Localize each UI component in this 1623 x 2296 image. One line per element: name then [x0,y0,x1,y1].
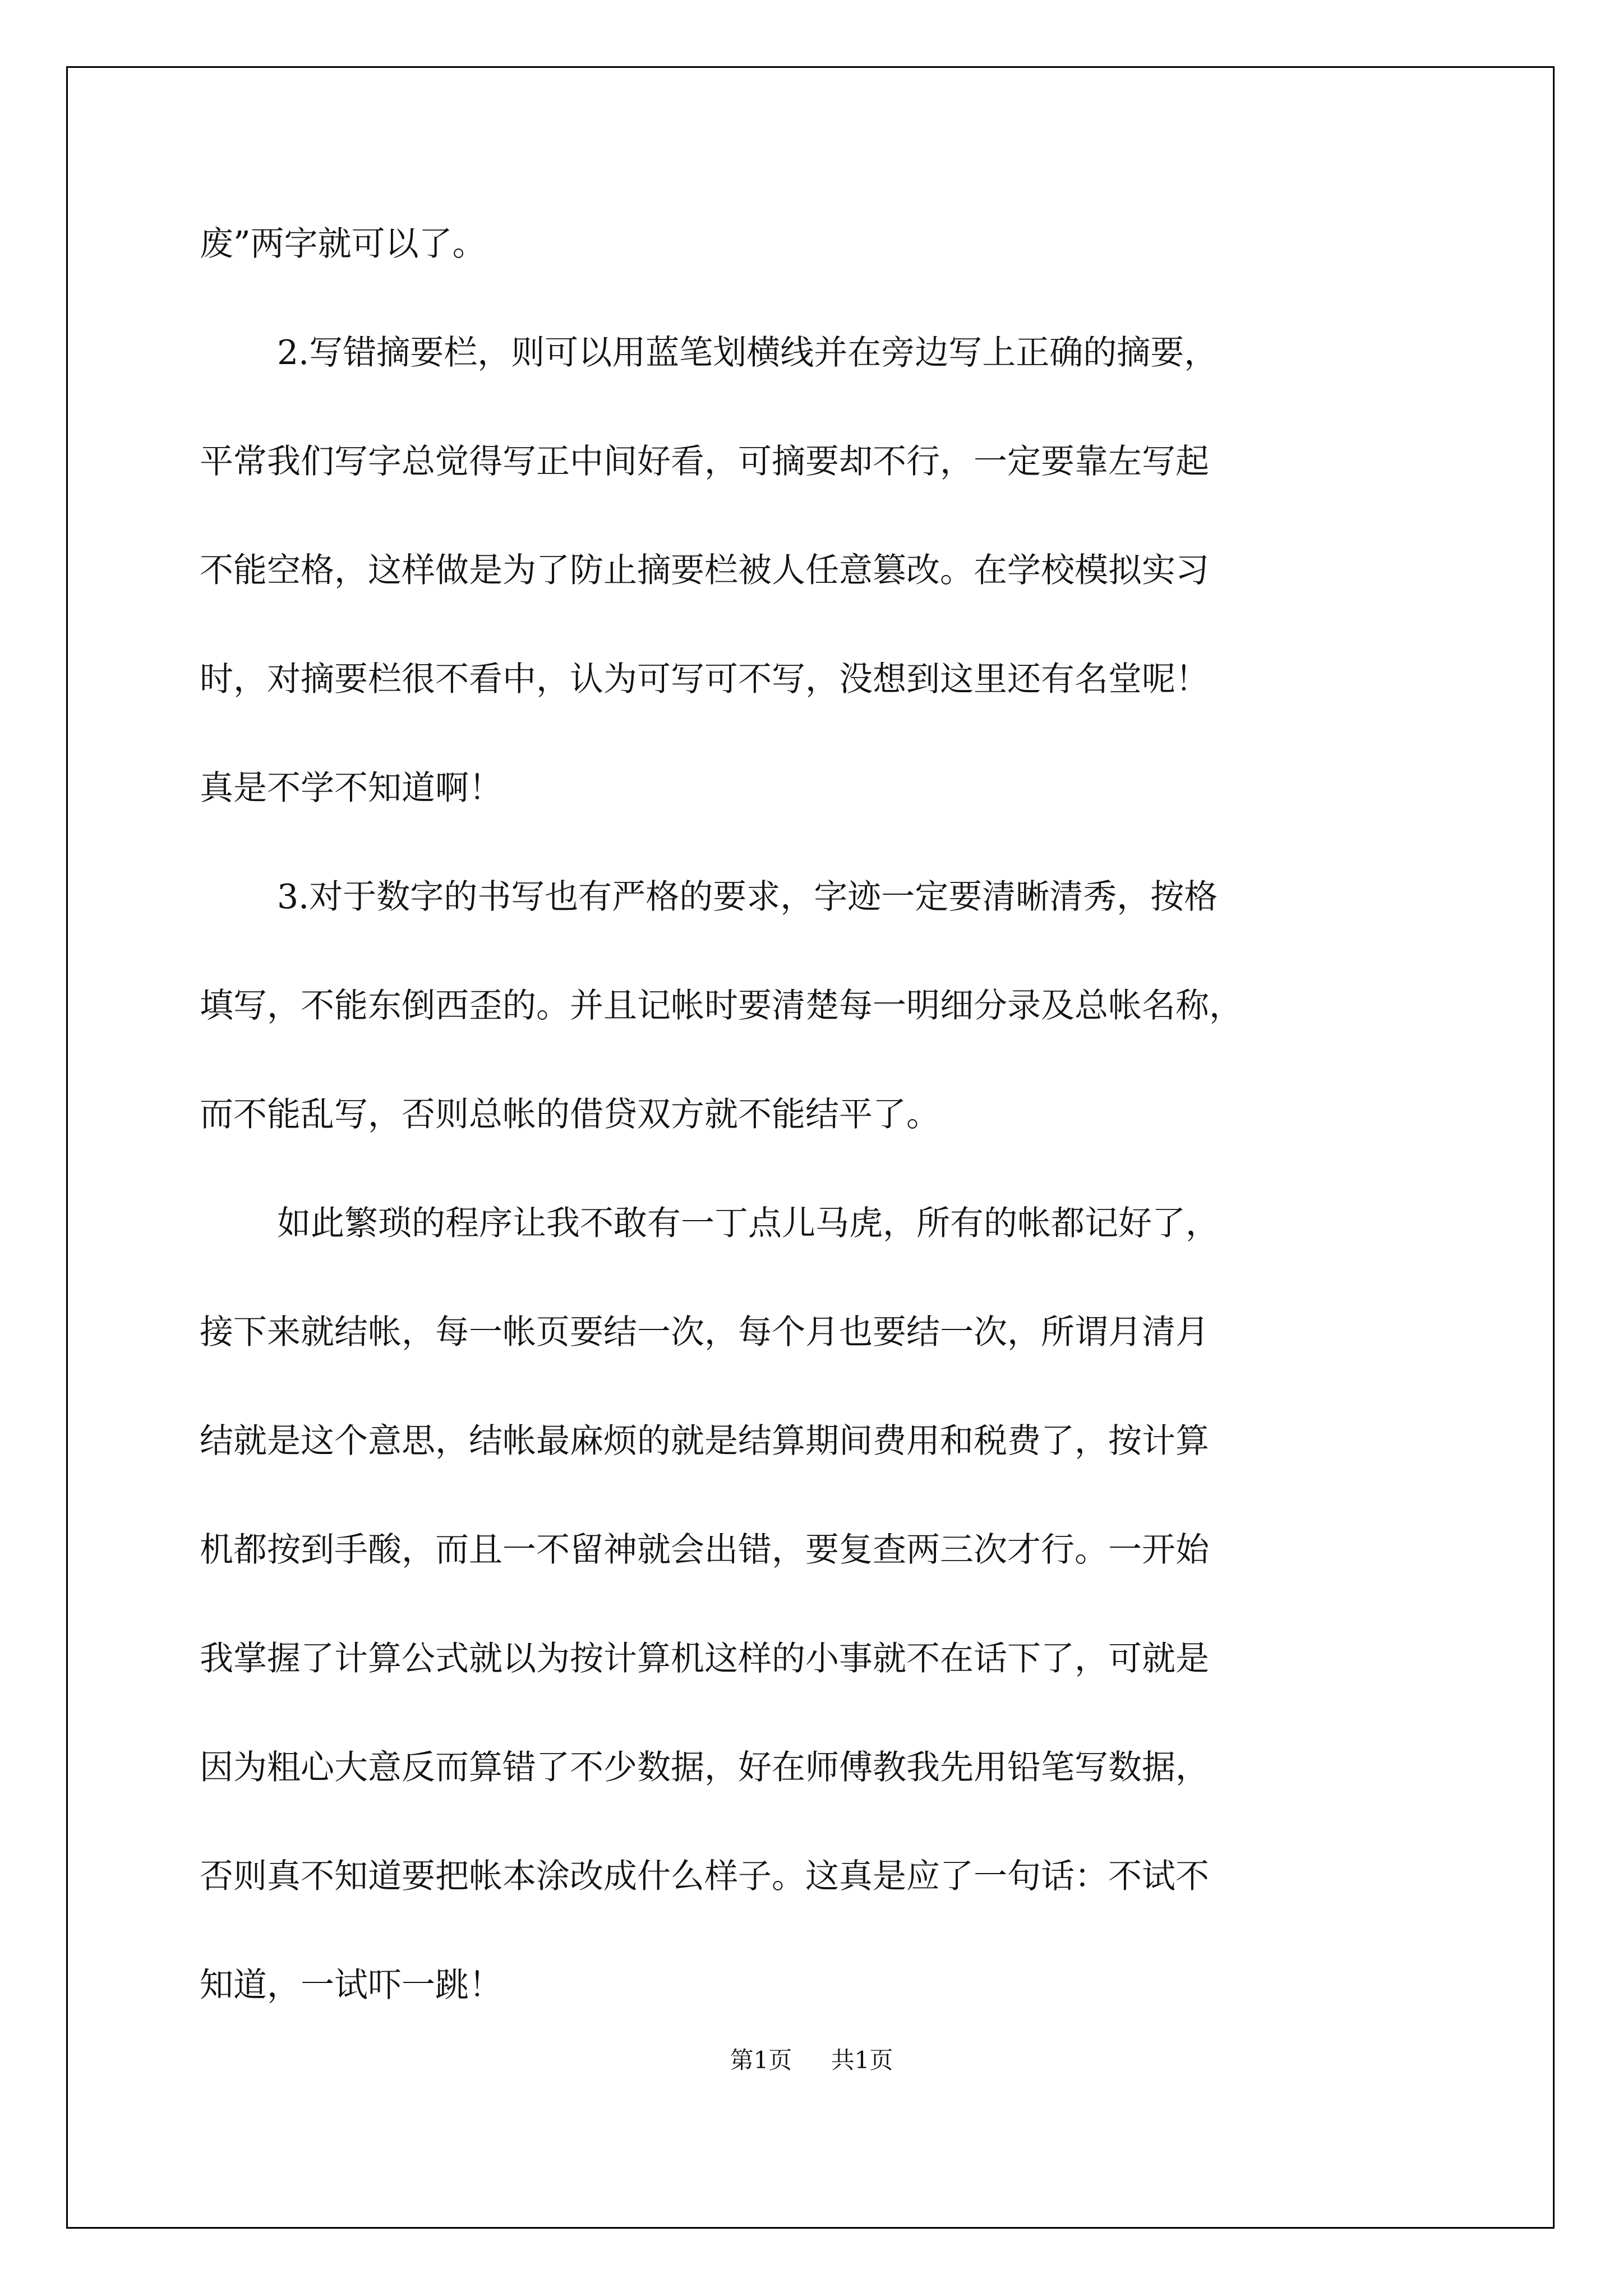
text-line: 接下来就结帐，每一帐页要结一次，每个月也要结一次，所谓月清月 [200,1313,1209,1352]
text-line: 填写，不能东倒西歪的。并且记帐时要清楚每一明细分录及总帐名称， [200,986,1243,1025]
text-line: 否则真不知道要把帐本涂改成什么样子。这真是应了一句话：不试不 [200,1857,1209,1896]
text-line: 因为粗心大意反而算错了不少数据，好在师傅教我先用铅笔写数据， [200,1748,1209,1787]
text-line: 时，对摘要栏很不看中，认为可写可不写，没想到这里还有名堂呢！ [200,660,1209,699]
text-line: 不能空格，这样做是为了防止摘要栏被人任意篡改。在学校模拟实习 [200,551,1209,590]
text-line: 而不能乱写，否则总帐的借贷双方就不能结平了。 [200,1095,940,1134]
page-number-current: 第1页 [730,2046,792,2074]
text-line: 知道，一试吓一跳！ [200,1966,502,2005]
page-number-total: 共1页 [831,2046,893,2074]
text-line: 3.对于数字的书写也有严格的要求，字迹一定要清晰清秀，按格 [277,877,1218,917]
text-line: 2.写错摘要栏，则可以用蓝笔划横线并在旁边写上正确的摘要， [277,333,1218,372]
text-line: 结就是这个意思，结帐最麻烦的就是结算期间费用和税费了，按计算 [200,1421,1209,1461]
text-line: 废”两字就可以了。 [200,224,486,264]
text-line: 机都按到手酸，而且一不留神就会出错，要复查两三次才行。一开始 [200,1530,1209,1570]
text-line: 我掌握了计算公式就以为按计算机这样的小事就不在话下了，可就是 [200,1639,1209,1678]
page-footer [0,2042,1623,2076]
text-line: 真是不学不知道啊！ [200,769,502,808]
document-body [200,210,1433,2060]
text-line: 如此繁琐的程序让我不敢有一丁点儿马虎，所有的帐都记好了， [277,1204,1219,1243]
text-line: 平常我们写字总觉得写正中间好看，可摘要却不行，一定要靠左写起 [200,442,1209,481]
